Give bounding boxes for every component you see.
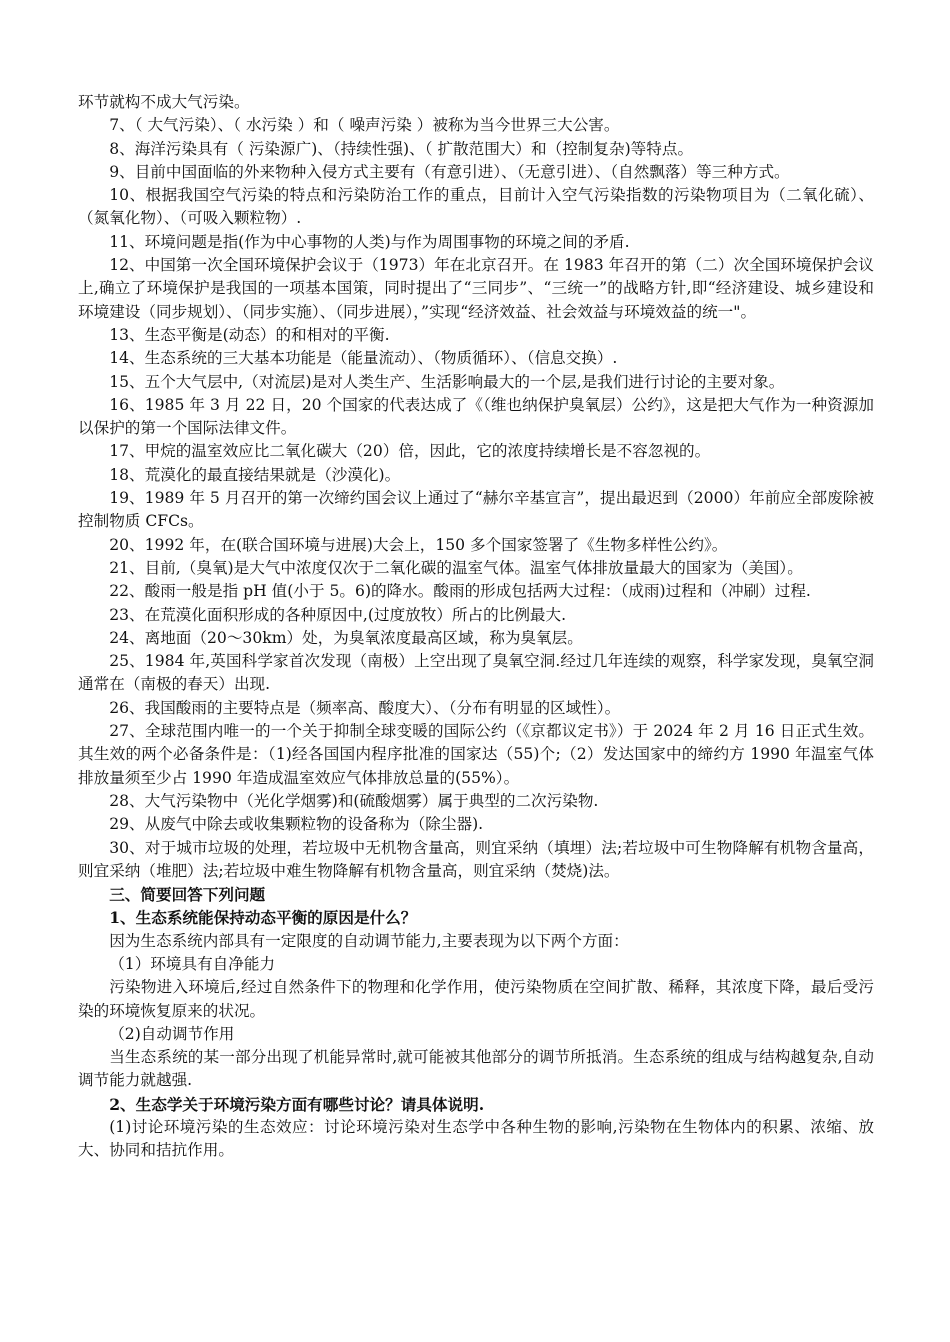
- paragraph: 12、中国第一次全国环境保护会议于（1973）年在北京召开。在 1983 年召开的第（二）次全国环境保护会议上,确立了环境保护是我国的一项基本国策，同时提出了“三同步”、“三统一”的战略方针,即“经济建设、城乡建设和环境建设（同步规划）、（同步实施）、（同步进展），”实现“经济效益、社会效益与环境效益的统一"。: [78, 256, 874, 321]
- paragraph: 当生态系统的某一部分出现了机能异常时,就可能被其他部分的调节所抵消。生态系统的组成与结构越复杂,自动调节能力就越强.: [78, 1048, 874, 1090]
- paragraph: 20、1992 年，在(联合国环境与进展)大会上，150 多个国家签署了《生物多样性公约》。: [109, 535, 728, 554]
- paragraph: (1)讨论环境污染的生态效应：讨论环境污染对生态学中各种生物的影响,污染物在生物体内的积累、浓缩、放大、协同和拮抗作用。: [78, 1118, 874, 1160]
- paragraph: 18、荒漠化的最直接结果就是（沙漠化)。: [109, 465, 401, 484]
- paragraph: 22、酸雨一般是指 pH 值(小于 5。6)的降水。酸雨的形成包括两大过程：（成雨)过程和（冲刷）过程.: [109, 582, 811, 601]
- paragraph: 因为生态系统内部具有一定限度的自动调节能力,主要表现为以下两个方面：: [109, 931, 629, 950]
- question-heading: 2、生态学关于环境污染方面有哪些讨论？请具体说明.: [109, 1094, 485, 1114]
- paragraph: 29、从废气中除去或收集颗粒物的设备称为（除尘器).: [109, 815, 484, 834]
- paragraph: 21、目前,（臭氧)是大气中浓度仅次于二氧化碳的温室气体。温室气体排放量最大的国家为（美国）。: [109, 558, 803, 577]
- paragraph: 23、在荒漠化面积形成的各种原因中,(过度放牧）所占的比例最大.: [109, 605, 567, 624]
- paragraph: 28、大气污染物中（光化学烟雾)和(硫酸烟雾）属于典型的二次污染物.: [109, 791, 599, 810]
- paragraph: 7、（ 大气污染）、（ 水污染 ）和（ 噪声污染 ）被称为当今世界三大公害。: [109, 116, 620, 135]
- paragraph: 27、全球范围内唯一的一个关于抑制全球变暖的国际公约（《京都议定书》）于 2024 年 2 月 16 日正式生效。其生效的两个必备条件是：（1)经各国国内程序批准的国家达（55)个;（2）发达国家中的缔约方 1990 年温室气体排放量须至少占 1990 年造成温室效应气体排放总量的(55%）。: [78, 722, 874, 787]
- section-heading: 三、简要回答下列问题: [109, 885, 266, 905]
- paragraph: 10、根据我国空气污染的特点和污染防治工作的重点，目前计入空气污染指数的污染物项目为（二氧化硫）、（氮氧化物）、（可吸入颗粒物）.: [78, 186, 874, 228]
- paragraph: 24、离地面（20～30km）处，为臭氧浓度最高区域，称为臭氧层。: [109, 628, 583, 647]
- paragraph: 11、环境问题是指(作为中心事物的人类)与作为周围事物的环境之间的矛盾.: [109, 232, 630, 251]
- paragraph: 环节就构不成大气污染。: [78, 93, 250, 111]
- paragraph: 14、生态系统的三大基本功能是（能量流动）、（物质循环）、（信息交换）.: [109, 349, 618, 368]
- paragraph: 8、海洋污染具有（ 污染源广)、（持续性强)、（ 扩散范围大）和（控制复杂)等特点。: [109, 139, 694, 158]
- paragraph: 17、甲烷的温室效应比二氧化碳大（20）倍，因此，它的浓度持续增长是不容忽视的。: [109, 442, 711, 461]
- paragraph: 9、目前中国面临的外来物种入侵方式主要有（有意引进）、（无意引进）、（自然飘落）等三种方式。: [109, 162, 790, 181]
- paragraph: 25、1984 年,英国科学家首次发现（南极）上空出现了臭氧空洞.经过几年连续的观察，科学家发现，臭氧空洞通常在（南极的春天）出现.: [78, 652, 874, 694]
- sub-heading: （2)自动调节作用: [109, 1024, 235, 1043]
- paragraph: 26、我国酸雨的主要特点是（频率高、酸度大）、（分布有明显的区域性）。: [109, 698, 621, 717]
- paragraph: 16、1985 年 3 月 22 日，20 个国家的代表达成了《（维也纳保护臭氧层）公约》，这是把大气作为一种资源加以保护的第一个国际法律文件。: [78, 395, 874, 438]
- sub-heading: （1）环境具有自净能力: [109, 954, 276, 973]
- paragraph: 13、生态平衡是(动态）的和相对的平衡.: [109, 325, 390, 344]
- paragraph: 30、对于城市垃圾的处理，若垃圾中无机物含量高，则宜采纳（填埋）法;若垃圾中可生物降解有机物含量高，则宜采纳（堆肥）法;若垃圾中难生物降解有机物含量高，则宜采纳（焚烧)法。: [78, 838, 874, 880]
- paragraph: 19、1989 年 5 月召开的第一次缔约国会议上通过了“赫尔辛基宣言”，提出最迟到（2000）年前应全部废除被控制物质 CFCs。: [78, 489, 874, 531]
- paragraph: 15、五个大气层中,（对流层)是对人类生产、生活影响最大的一个层,是我们进行讨论的主要对象。: [109, 372, 785, 391]
- question-heading: 1、生态系统能保持动态平衡的原因是什么？: [109, 908, 417, 928]
- paragraph: 污染物进入环境后,经过自然条件下的物理和化学作用，使污染物质在空间扩散、稀释，其浓度下降，最后受污染的环境恢复原来的状况。: [78, 978, 874, 1020]
